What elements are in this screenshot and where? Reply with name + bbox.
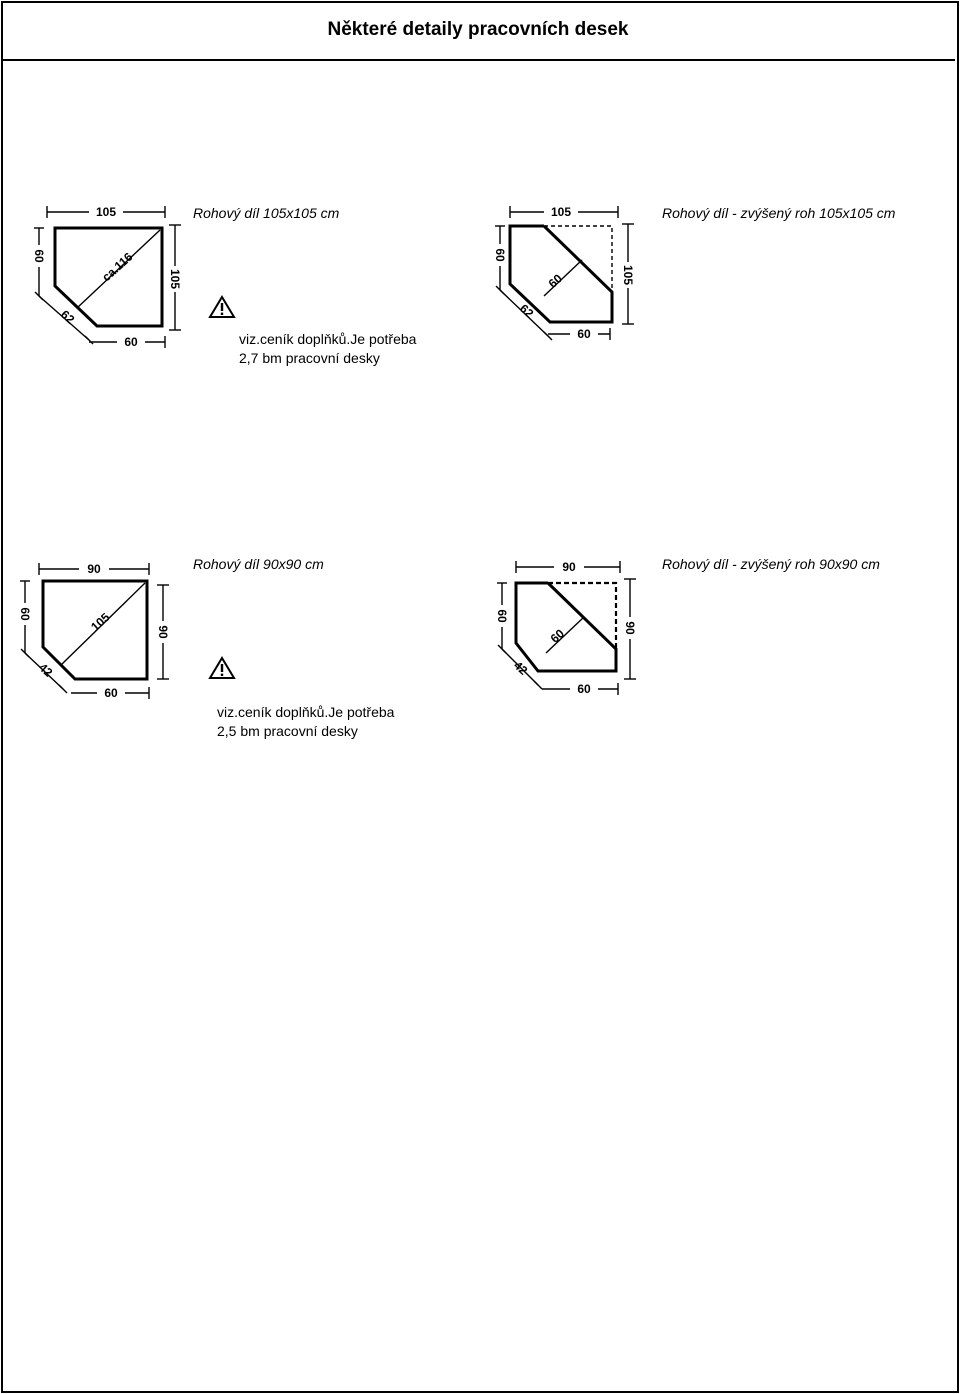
dim-top: 105 (550, 205, 572, 219)
diagram-corner-105 (25, 200, 190, 350)
dim-right: 105 (168, 268, 182, 290)
dim-left: 60 (18, 607, 32, 621)
note-corner-105 (239, 330, 416, 368)
dim-right: 90 (623, 621, 637, 635)
dim-left: 60 (495, 609, 509, 623)
dim-bottom: 60 (577, 327, 591, 341)
note-line-2: 2,7 bm pracovní desky (239, 350, 380, 366)
diagram-raised-corner-105 (488, 200, 648, 348)
dim-left: 60 (493, 248, 507, 262)
dim-diagonal: ca.116 (99, 249, 136, 285)
note-line-2: 2,5 bm pracovní desky (217, 723, 358, 739)
dim-right: 105 (621, 264, 635, 286)
dim-left: 60 (32, 249, 46, 263)
note-line-1: viz.ceník doplňků.Je potřeba (217, 704, 395, 720)
caption-raised-corner-90: Rohový díl - zvýšený roh 90x90 cm (662, 556, 880, 572)
warning-icon (208, 656, 236, 680)
page-title: Některé detaily pracovních desek (327, 19, 629, 40)
note-line-1: viz.ceník doplňků.Je potřeba (239, 331, 417, 347)
dim-top: 105 (95, 205, 117, 219)
dim-diagonal: 105 (88, 610, 113, 634)
warning-icon (208, 295, 236, 319)
caption-corner-105: Rohový díl 105x105 cm (193, 205, 340, 221)
dim-chamfer: 62 (58, 307, 78, 327)
diagram-raised-corner-90 (488, 553, 648, 701)
page-header (1, 1, 955, 61)
dim-chamfer: 42 (511, 658, 531, 678)
dim-bottom: 60 (104, 686, 118, 700)
dim-chamfer: 62 (517, 301, 537, 321)
worktop-outline (516, 583, 616, 671)
dim-diagonal: 60 (545, 271, 565, 291)
dim-diagonal: 60 (547, 626, 567, 646)
caption-corner-90: Rohový díl 90x90 cm (193, 556, 324, 572)
dim-bottom: 60 (577, 682, 591, 696)
dim-chamfer: 42 (36, 660, 56, 680)
dim-top: 90 (562, 560, 576, 574)
diagram-corner-90 (15, 553, 185, 703)
dim-top: 90 (87, 562, 101, 576)
note-corner-90 (217, 703, 394, 741)
dim-right: 90 (156, 625, 170, 639)
caption-raised-corner-105: Rohový díl - zvýšený roh 105x105 cm (662, 205, 896, 221)
dim-bottom: 60 (124, 335, 138, 349)
